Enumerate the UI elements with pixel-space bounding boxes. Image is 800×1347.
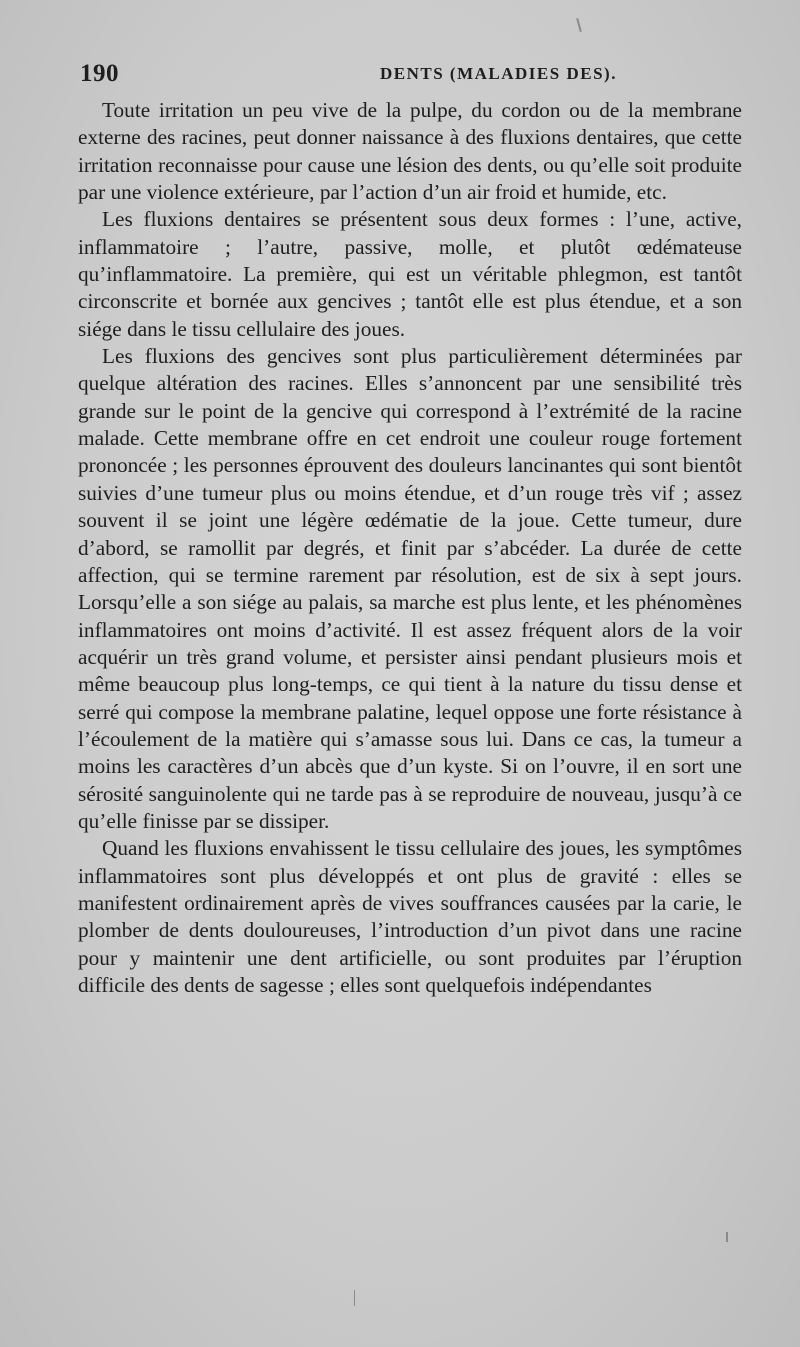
- running-head: DENTS (MALADIES DES).: [380, 64, 617, 83]
- paragraph-3: Les fluxions des gencives sont plus particulièrement déterminées par quelque altération des racines. Elles s’annoncent par une sensibilité très grande sur le point de la gencive qui correspond à l’extrémité de la racine malade. Cette membrane offre en cet endroit une couleur rouge fortement prononcée ; les personnes éprouvent des douleurs lancinantes qui sont bientôt suivies d’une tumeur plus ou moins étendue, et d’un rouge très vif ; assez souvent il se joint une légère œdématie de la joue. Cette tumeur, dure d’abord, se ramollit par degrés, et finit par s’abcéder. La durée de cette affection, qui se termine rarement par résolution, est de six à sept jours. Lorsqu’elle a son siége au palais, sa marche est plus lente, et les phénomènes inflammatoires ont moins d’activité. Il est assez fréquent alors de la voir acquérir un très grand volume, et persister ainsi pendant plusieurs mois et même beaucoup plus long-temps, ce qui tient à la nature du tissu dense et serré qui compose la membrane palatine, lequel oppose une forte résistance à l’écoulement de la matière qui s’amasse sous lui. Dans ce cas, la tumeur a moins les caractères d’un abcès que d’un kyste. Si on l’ouvre, il en sort une sérosité sanguinolente qui ne tarde pas à se reproduire de nouveau, jusqu’à ce qu’elle finisse par se dissiper.: [78, 344, 742, 833]
- paper-speck: [576, 18, 582, 32]
- body-text: [78, 97, 742, 999]
- paragraph-4: Quand les fluxions envahissent le tissu cellulaire des joues, les symptômes inflammatoires sont plus développés et ont plus de gravité : elles se manifestent ordinairement après de vives souffrances causées par la carie, le plomber de dents douloureuses, l’introduction d’un pivot dans une racine pour y maintenir une dent artificielle, ou sont produites par l’éruption difficile des dents de sagesse ; elles sont quelquefois indépendantes: [78, 836, 742, 997]
- paper-speck: [354, 1290, 355, 1306]
- paper-speck: [726, 1232, 728, 1242]
- page-number: 190: [80, 60, 119, 87]
- paragraph-2: Les fluxions dentaires se présentent sous deux formes : l’une, active, inflammatoire ; l’autre, passive, molle, et plutôt œdémateuse qu’inflammatoire. La première, qui est un véritable phlegmon, est tantôt circonscrite et bornée aux gencives ; tantôt elle est plus étendue, et a son siége dans le tissu cellulaire des joues.: [78, 207, 742, 341]
- page-header: [80, 60, 740, 94]
- paragraph-1: Toute irritation un peu vive de la pulpe, du cordon ou de la membrane externe des racines, peut donner naissance à des fluxions dentaires, que cette irritation reconnaisse pour cause une lésion des dents, ou qu’elle soit produite par une violence extérieure, par l’action d’un air froid et humide, etc.: [78, 98, 742, 205]
